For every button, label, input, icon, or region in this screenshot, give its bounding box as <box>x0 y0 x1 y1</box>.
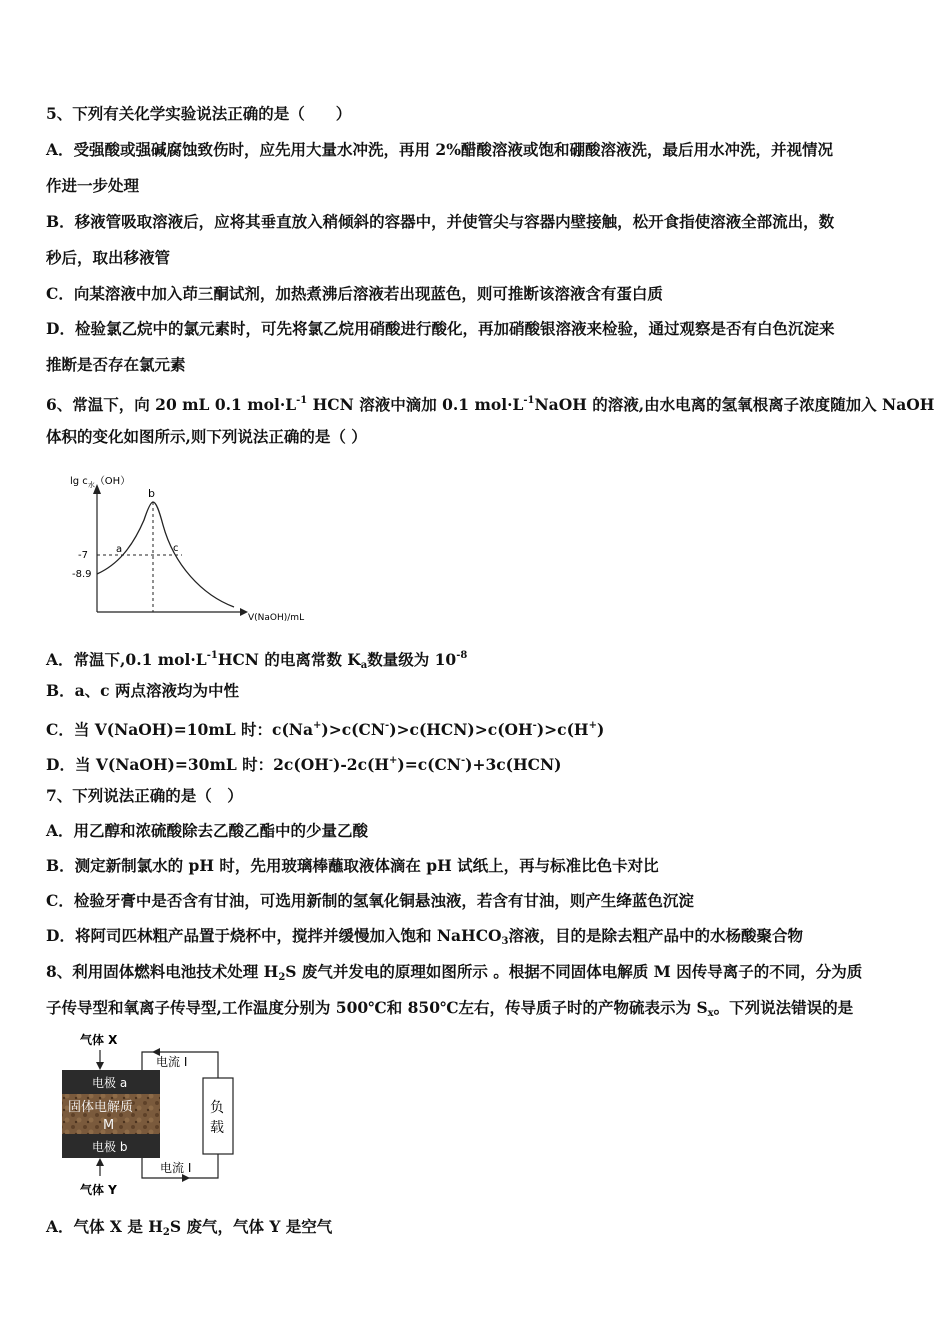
q5-option-a-line1: A．受强酸或强碱腐蚀致伤时，应先用大量水冲洗，再用 2%醋酸溶液或饱和硼酸溶液洗，最后用水冲洗，并视情况 <box>46 140 833 159</box>
q6-chart <box>62 470 312 630</box>
q7-stem: 7、下列说法正确的是（ ） <box>46 786 243 805</box>
x-axis-label: V(NaOH)/mL <box>248 613 305 623</box>
q8-option-a: A．气体 X 是 $H_2S$ 废气，气体 Y 是空气 <box>46 1217 333 1238</box>
gas-y-label: 气体 Y <box>80 1183 117 1197</box>
point-label: a <box>116 544 123 555</box>
y-tick-label: -8.9 <box>72 569 92 580</box>
q5-stem: 5、下列有关化学实验说法正确的是（ ） <box>46 104 352 123</box>
current-bottom-arrowhead <box>182 1174 190 1182</box>
q5-option-b-line2: 秒后，取出移液管 <box>46 248 171 267</box>
q8-fuel-cell-diagram <box>58 1028 248 1200</box>
q6-option-c: C．当 V(NaOH)=10mL 时：c(Na+)>c(CN-)>c(HCN)>c(OH-)>c(H+) <box>46 720 605 739</box>
gas-x-arrowhead <box>96 1062 104 1070</box>
gas-x-label: 气体 X <box>80 1033 118 1047</box>
load-label-1: 负 <box>210 1100 224 1116</box>
point-label: c <box>173 543 179 554</box>
q5-option-c: C．向某溶液中加入茚三酮试剂，加热煮沸后溶液若出现蓝色，则可推断该溶液含有蛋白质 <box>46 284 663 303</box>
y-axis-label: $\lg c_水(OH)$ <box>70 476 131 489</box>
y-tick-label: -7 <box>78 550 88 561</box>
q6-stem-line1: 6、常温下，向 20 mL 0.1 $mol\cdot L^{-1}$ HCN 溶液中滴加 0.1 $mol\cdot L^{-1}NaOH$ 的溶液,由水电离的氢氧根离子浓度随加入 NaOH <box>46 395 935 414</box>
current-top-label: 电流 I <box>156 1055 188 1069</box>
q7-option-c: C．检验牙膏中是否含有甘油，可选用新制的氢氧化铜悬浊液，若含有甘油，则产生绛蓝色沉淀 <box>46 891 694 910</box>
q6-stem-line2: 体积的变化如图所示,则下列说法正确的是（ ） <box>46 427 367 446</box>
electrolyte-label-line2: M <box>103 1118 115 1133</box>
load-label-2: 载 <box>210 1120 224 1136</box>
q6-option-b: B．a、c 两点溶液均为中性 <box>46 681 239 700</box>
electrode-a-label: 电极 a <box>92 1076 128 1090</box>
current-bottom-label: 电流 I <box>160 1161 192 1175</box>
gas-y-arrowhead <box>96 1158 104 1166</box>
q5-option-a-line2: 作进一步处理 <box>46 176 140 195</box>
q6-option-d: D．当 V(NaOH)=30mL 时：2c(OH-)-2c(H+)=c(CN-)+3c(HCN) <box>46 755 562 774</box>
electrode-b-label: 电极 b <box>92 1140 128 1154</box>
q5-option-b-line1: B．移液管吸取溶液后，应将其垂直放入稍倾斜的容器中，并使管尖与容器内壁接触，松开食指使溶液全部流出，数 <box>46 212 835 231</box>
q7-option-a: A．用乙醇和浓硫酸除去乙酸乙酯中的少量乙酸 <box>46 821 369 840</box>
q8-stem-line2: 子传导型和氧离子传导型,工作温度分别为 500℃和 850℃左右，传导质子时的产物硫表示为 $S_x$。下列说法错误的是 <box>46 998 854 1019</box>
electrolyte-label-line1: 固体电解质 <box>68 1100 134 1115</box>
q8-stem-line1: 8、利用固体燃料电池技术处理 $H_2S$ 废气并发电的原理如图所示 。根据不同固体电解质 M 因传导离子的不同，分为质 <box>46 962 863 983</box>
q6-option-a: A．常温下,0.1 $mol\cdot L^{-1}HCN$ 的电离常数 $K_a$数量级为 $10^{-8}$ <box>46 650 468 671</box>
point-label: b <box>148 487 155 500</box>
x-axis-arrow <box>240 608 248 616</box>
q7-option-d: D．将阿司匹林粗产品置于烧杯中，搅拌并缓慢加入饱和 NaHCO$_3$溶液，目的是除去粗产品中的水杨酸聚合物 <box>46 926 804 947</box>
q5-option-d-line2: 推断是否存在氯元素 <box>46 355 186 374</box>
q5-option-d-line1: D．检验氯乙烷中的氯元素时，可先将氯乙烷用硝酸进行酸化，再加硝酸银溶液来检验，通过观察是否有白色沉淀来 <box>46 319 835 338</box>
q7-option-b: B．测定新制氯水的 pH 时，先用玻璃棒蘸取液体滴在 pH 试纸上，再与标准比色卡对比 <box>46 856 659 875</box>
load-box <box>203 1078 233 1154</box>
